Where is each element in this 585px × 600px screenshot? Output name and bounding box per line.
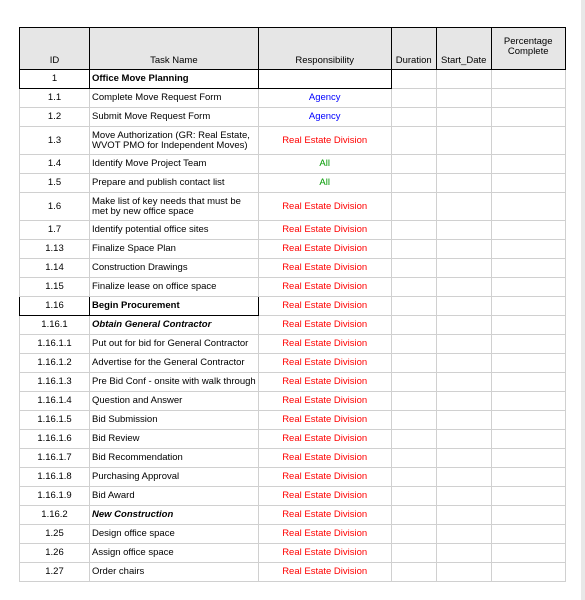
cell-id[interactable]: 1.16.1.7 [20, 449, 90, 468]
cell-responsibility[interactable]: Real Estate Division [258, 430, 391, 449]
cell-id[interactable]: 1.14 [20, 259, 90, 278]
cell-start-date[interactable] [436, 193, 491, 221]
cell-task-name[interactable]: Begin Procurement [90, 297, 259, 316]
cell-start-date[interactable] [436, 544, 491, 563]
cell-start-date[interactable] [436, 108, 491, 127]
column-header-responsibility[interactable]: Responsibility [258, 28, 391, 70]
cell-id[interactable]: 1.16.1 [20, 316, 90, 335]
cell-start-date[interactable] [436, 563, 491, 582]
cell-duration[interactable] [391, 449, 436, 468]
cell-duration[interactable] [391, 468, 436, 487]
cell-percentage-complete[interactable] [491, 506, 565, 525]
cell-id[interactable]: 1.16.1.3 [20, 373, 90, 392]
cell-task-name[interactable]: Bid Recommendation [90, 449, 259, 468]
table-row [20, 316, 566, 335]
cell-responsibility[interactable]: Real Estate Division [258, 297, 391, 316]
cell-task-name[interactable]: Order chairs [90, 563, 259, 582]
cell-id[interactable]: 1.16.1.5 [20, 411, 90, 430]
cell-id[interactable]: 1.25 [20, 525, 90, 544]
cell-percentage-complete[interactable] [491, 430, 565, 449]
cell-responsibility[interactable]: Real Estate Division [258, 468, 391, 487]
cell-id[interactable]: 1.7 [20, 221, 90, 240]
cell-start-date[interactable] [436, 297, 491, 316]
table-row [20, 127, 566, 155]
cell-start-date[interactable] [436, 373, 491, 392]
cell-start-date[interactable] [436, 392, 491, 411]
cell-percentage-complete[interactable] [491, 259, 565, 278]
cell-id[interactable]: 1.1 [20, 89, 90, 108]
cell-percentage-complete[interactable] [491, 468, 565, 487]
table-row [20, 335, 566, 354]
cell-task-name[interactable]: Design office space [90, 525, 259, 544]
cell-id[interactable]: 1.5 [20, 174, 90, 193]
cell-percentage-complete[interactable] [491, 544, 565, 563]
cell-duration[interactable] [391, 127, 436, 155]
cell-responsibility[interactable]: Real Estate Division [258, 221, 391, 240]
cell-duration[interactable] [391, 259, 436, 278]
table-row [20, 563, 566, 582]
cell-duration[interactable] [391, 487, 436, 506]
cell-start-date[interactable] [436, 278, 491, 297]
cell-responsibility[interactable]: Agency [258, 89, 391, 108]
table-row [20, 430, 566, 449]
cell-duration[interactable] [391, 506, 436, 525]
cell-duration[interactable] [391, 174, 436, 193]
cell-duration[interactable] [391, 563, 436, 582]
cell-start-date[interactable] [436, 155, 491, 174]
cell-percentage-complete[interactable] [491, 563, 565, 582]
table-row [20, 544, 566, 563]
cell-duration[interactable] [391, 108, 436, 127]
column-header-task-name[interactable]: Task Name [90, 28, 259, 70]
cell-percentage-complete[interactable] [491, 174, 565, 193]
column-header-percentage-complete[interactable]: Percentage Complete [491, 28, 565, 70]
cell-duration[interactable] [391, 89, 436, 108]
cell-percentage-complete[interactable] [491, 335, 565, 354]
cell-duration[interactable] [391, 221, 436, 240]
table-row [20, 506, 566, 525]
cell-duration[interactable] [391, 193, 436, 221]
table-row [20, 392, 566, 411]
cell-id[interactable]: 1.16.1.6 [20, 430, 90, 449]
cell-duration[interactable] [391, 411, 436, 430]
cell-percentage-complete[interactable] [491, 525, 565, 544]
cell-responsibility[interactable]: Real Estate Division [258, 525, 391, 544]
cell-responsibility[interactable]: Real Estate Division [258, 544, 391, 563]
cell-start-date[interactable] [436, 449, 491, 468]
cell-id[interactable]: 1.16.1.2 [20, 354, 90, 373]
cell-duration[interactable] [391, 70, 436, 89]
cell-id[interactable]: 1.16.2 [20, 506, 90, 525]
cell-duration[interactable] [391, 278, 436, 297]
cell-start-date[interactable] [436, 411, 491, 430]
table-row [20, 259, 566, 278]
cell-id[interactable]: 1.15 [20, 278, 90, 297]
cell-duration[interactable] [391, 373, 436, 392]
cell-percentage-complete[interactable] [491, 127, 565, 155]
cell-start-date[interactable] [436, 174, 491, 193]
cell-responsibility[interactable]: Real Estate Division [258, 411, 391, 430]
cell-percentage-complete[interactable] [491, 411, 565, 430]
cell-task-name[interactable]: Office Move Planning [90, 70, 259, 89]
cell-task-name[interactable]: Obtain General Contractor [90, 316, 259, 335]
cell-id[interactable]: 1.2 [20, 108, 90, 127]
cell-id[interactable]: 1.16.1.4 [20, 392, 90, 411]
table-row [20, 89, 566, 108]
cell-id[interactable]: 1.3 [20, 127, 90, 155]
cell-id[interactable]: 1 [20, 70, 90, 89]
cell-task-name[interactable]: Identify Move Project Team [90, 155, 259, 174]
cell-task-name[interactable]: Move Authorization (GR: Real Estate, WVOT PMO for Independent Moves) [90, 127, 259, 155]
header-row [20, 28, 566, 70]
cell-percentage-complete[interactable] [491, 297, 565, 316]
cell-start-date[interactable] [436, 468, 491, 487]
cell-id[interactable]: 1.16.1.8 [20, 468, 90, 487]
table-row [20, 278, 566, 297]
table-row [20, 354, 566, 373]
cell-responsibility[interactable] [258, 70, 391, 89]
cell-percentage-complete[interactable] [491, 316, 565, 335]
cell-percentage-complete[interactable] [491, 278, 565, 297]
cell-id[interactable]: 1.16.1.1 [20, 335, 90, 354]
cell-percentage-complete[interactable] [491, 449, 565, 468]
table-row [20, 193, 566, 221]
cell-responsibility[interactable]: Real Estate Division [258, 335, 391, 354]
cell-task-name[interactable]: Identify potential office sites [90, 221, 259, 240]
cell-responsibility[interactable]: Real Estate Division [258, 487, 391, 506]
cell-percentage-complete[interactable] [491, 89, 565, 108]
cell-task-name[interactable]: Advertise for the General Contractor [90, 354, 259, 373]
cell-duration[interactable] [391, 430, 436, 449]
cell-percentage-complete[interactable] [491, 193, 565, 221]
cell-responsibility[interactable]: Real Estate Division [258, 373, 391, 392]
cell-task-name[interactable]: Put out for bid for General Contractor [90, 335, 259, 354]
cell-duration[interactable] [391, 240, 436, 259]
cell-start-date[interactable] [436, 335, 491, 354]
cell-task-name[interactable]: Submit Move Request Form [90, 108, 259, 127]
table-row [20, 240, 566, 259]
cell-responsibility[interactable]: Agency [258, 108, 391, 127]
cell-task-name[interactable]: Finalize Space Plan [90, 240, 259, 259]
table-row [20, 221, 566, 240]
table-row [20, 525, 566, 544]
cell-percentage-complete[interactable] [491, 108, 565, 127]
column-header-id[interactable]: ID [20, 28, 90, 70]
cell-percentage-complete[interactable] [491, 221, 565, 240]
cell-responsibility[interactable]: Real Estate Division [258, 563, 391, 582]
table-row [20, 70, 566, 89]
cell-start-date[interactable] [436, 316, 491, 335]
cell-duration[interactable] [391, 297, 436, 316]
cell-task-name[interactable]: New Construction [90, 506, 259, 525]
cell-id[interactable]: 1.4 [20, 155, 90, 174]
cell-percentage-complete[interactable] [491, 70, 565, 89]
cell-id[interactable]: 1.16 [20, 297, 90, 316]
cell-duration[interactable] [391, 316, 436, 335]
cell-start-date[interactable] [436, 89, 491, 108]
cell-task-name[interactable]: Make list of key needs that must be met by new office space [90, 193, 259, 221]
cell-start-date[interactable] [436, 487, 491, 506]
cell-start-date[interactable] [436, 127, 491, 155]
column-header-start-date[interactable]: Start_Date [436, 28, 491, 70]
cell-task-name[interactable]: Bid Review [90, 430, 259, 449]
cell-responsibility[interactable]: Real Estate Division [258, 354, 391, 373]
cell-task-name[interactable]: Complete Move Request Form [90, 89, 259, 108]
cell-responsibility[interactable]: All [258, 174, 391, 193]
cell-task-name[interactable]: Prepare and publish contact list [90, 174, 259, 193]
cell-id[interactable]: 1.16.1.9 [20, 487, 90, 506]
cell-responsibility[interactable]: Real Estate Division [258, 449, 391, 468]
table-row [20, 174, 566, 193]
cell-responsibility[interactable]: All [258, 155, 391, 174]
cell-duration[interactable] [391, 392, 436, 411]
cell-task-name[interactable]: Bid Submission [90, 411, 259, 430]
cell-task-name[interactable]: Construction Drawings [90, 259, 259, 278]
cell-responsibility[interactable]: Real Estate Division [258, 127, 391, 155]
cell-task-name[interactable]: Assign office space [90, 544, 259, 563]
table-row [20, 468, 566, 487]
cell-task-name[interactable]: Purchasing Approval [90, 468, 259, 487]
cell-start-date[interactable] [436, 525, 491, 544]
table-row [20, 487, 566, 506]
cell-start-date[interactable] [436, 430, 491, 449]
table-row [20, 449, 566, 468]
cell-id[interactable]: 1.26 [20, 544, 90, 563]
cell-start-date[interactable] [436, 354, 491, 373]
cell-task-name[interactable]: Question and Answer [90, 392, 259, 411]
cell-duration[interactable] [391, 155, 436, 174]
cell-duration[interactable] [391, 354, 436, 373]
cell-responsibility[interactable]: Real Estate Division [258, 316, 391, 335]
cell-start-date[interactable] [436, 70, 491, 89]
cell-responsibility[interactable]: Real Estate Division [258, 193, 391, 221]
cell-percentage-complete[interactable] [491, 354, 565, 373]
cell-start-date[interactable] [436, 506, 491, 525]
table-row [20, 373, 566, 392]
cell-duration[interactable] [391, 544, 436, 563]
cell-task-name[interactable]: Pre Bid Conf - onsite with walk through [90, 373, 259, 392]
table-row [20, 108, 566, 127]
cell-responsibility[interactable]: Real Estate Division [258, 506, 391, 525]
cell-duration[interactable] [391, 525, 436, 544]
cell-id[interactable]: 1.13 [20, 240, 90, 259]
cell-id[interactable]: 1.27 [20, 563, 90, 582]
cell-id[interactable]: 1.6 [20, 193, 90, 221]
cell-start-date[interactable] [436, 221, 491, 240]
column-header-duration[interactable]: Duration [391, 28, 436, 70]
cell-task-name[interactable]: Finalize lease on office space [90, 278, 259, 297]
task-spreadsheet [19, 27, 566, 582]
cell-percentage-complete[interactable] [491, 240, 565, 259]
table-row [20, 411, 566, 430]
cell-responsibility[interactable]: Real Estate Division [258, 278, 391, 297]
cell-responsibility[interactable]: Real Estate Division [258, 240, 391, 259]
window-edge [581, 0, 585, 600]
cell-start-date[interactable] [436, 240, 491, 259]
cell-responsibility[interactable]: Real Estate Division [258, 259, 391, 278]
cell-task-name[interactable]: Bid Award [90, 487, 259, 506]
table-row [20, 155, 566, 174]
cell-percentage-complete[interactable] [491, 373, 565, 392]
cell-percentage-complete[interactable] [491, 487, 565, 506]
table-body [20, 70, 566, 582]
cell-percentage-complete[interactable] [491, 155, 565, 174]
cell-responsibility[interactable]: Real Estate Division [258, 392, 391, 411]
cell-start-date[interactable] [436, 259, 491, 278]
cell-duration[interactable] [391, 335, 436, 354]
table-row [20, 297, 566, 316]
cell-percentage-complete[interactable] [491, 392, 565, 411]
